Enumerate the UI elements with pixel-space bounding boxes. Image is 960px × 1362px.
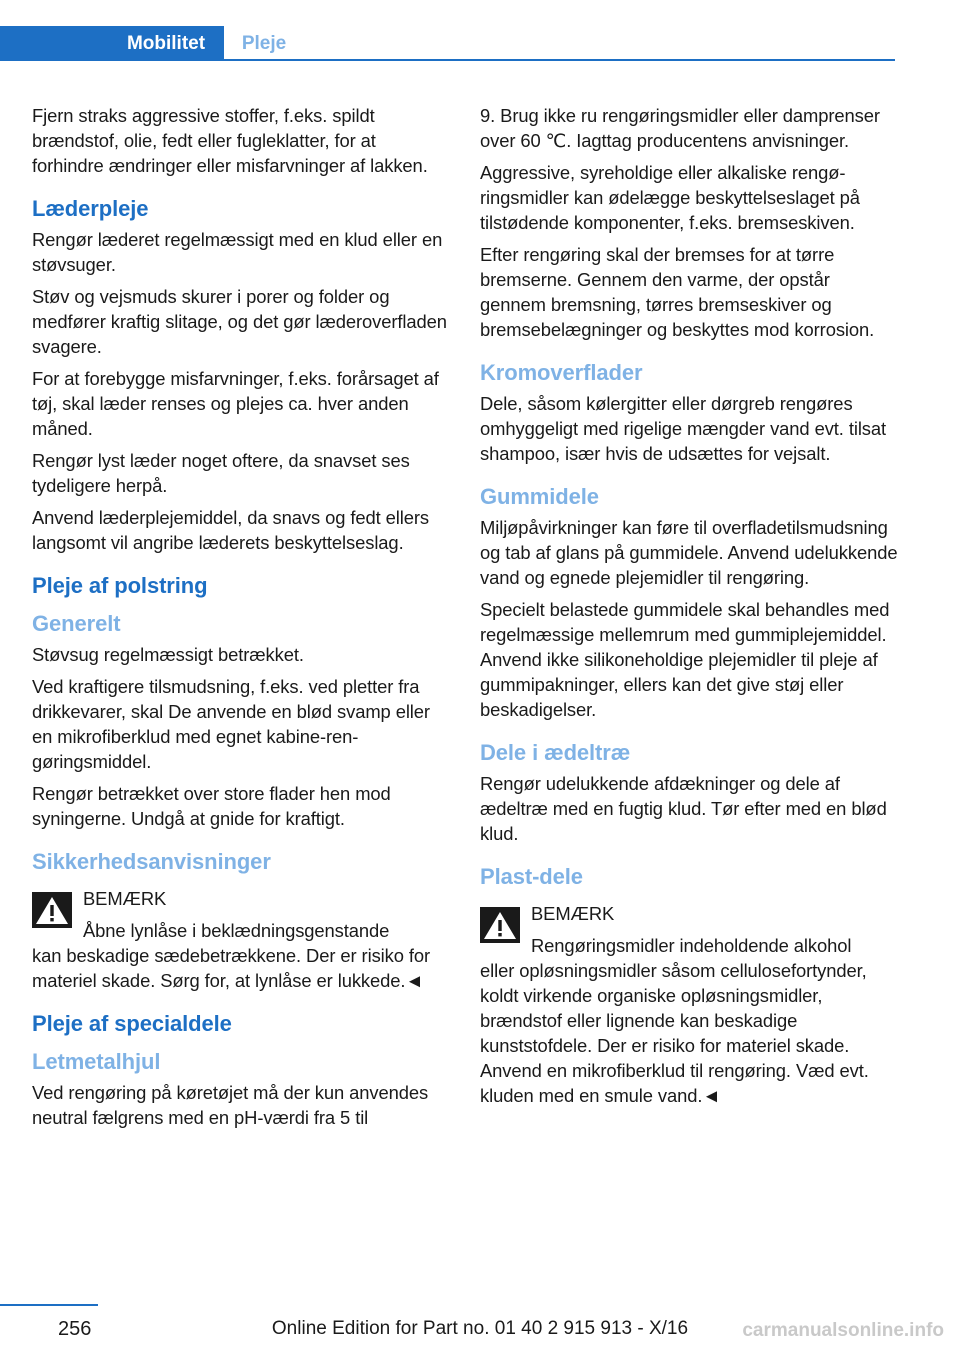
watermark: carmanualsonline.info xyxy=(742,1320,944,1341)
warning-text xyxy=(480,933,898,1108)
warning-notice xyxy=(32,886,450,993)
paragraph: Specielt belastede gummidele skal behandles med regelmæssige mellemrum med gummiplejemiddel. Anvend ikke silikoneholdige plejemidler til pleje af gummipakninger, ellers kan det give støj eller beskadigelser. xyxy=(480,599,890,720)
paragraph: Miljøpåvirkninger kan føre til overfladetilsmudsning og tab af glans på gummidele. Anvend udelukkende vand og egnede plejemidler til rengøring. xyxy=(480,517,898,588)
heading-kromoverflader: Kromoverflader xyxy=(480,360,643,385)
paragraph: Rengør betrækket over store flader hen mod syningerne. Undgå at gnide for kraftigt. xyxy=(32,783,391,829)
edition-line: Online Edition for Part no. 01 40 2 915 913 - X/16 xyxy=(271,1318,689,1339)
paragraph: Ved kraftigere tilsmudsning, f.eks. ved pletter fra drikkevarer, skal De anvende en blød svamp eller en mikrofiberklud med egnet kabine-rengøringsmiddel. xyxy=(32,676,430,772)
warning-text-rest: eller opløsningsmidler såsom cellulosefortynder, koldt virkende organiske opløsningsmidler, brændstof eller lignende kan beskadige kunststofdele. Der er risiko for materiel skade. Anvend en mikrofiberklud til rengøring. Væd evt. kluden med en smule vand.◄ xyxy=(480,960,869,1106)
paragraph: Aggressive, syreholdige eller alkaliske rengøringsmidler kan ødelægge beskyttelseslaget på tilstødende komponenter, f.eks. bremseskiven. xyxy=(480,162,860,233)
paragraph: Dele, såsom kølergitter eller dørgreb rengøres omhyggeligt med rigelige mængder vand evt. tilsat shampoo, især hvis de udsættes for vejsalt. xyxy=(480,393,887,464)
heading-pleje-af-specialdele: Pleje af specialdele xyxy=(32,1011,232,1036)
paragraph: Rengør læderet regelmæssigt med en klud eller en støvsuger. xyxy=(32,229,443,275)
heading-pleje-af-polstring: Pleje af polstring xyxy=(32,573,208,598)
warning-triangle-icon xyxy=(480,907,520,943)
tab-mobilitet[interactable]: Mobilitet xyxy=(108,26,224,61)
tab-bar-rule xyxy=(0,59,895,61)
heading-generelt: Generelt xyxy=(32,611,121,636)
paragraph: Fjern straks aggressive stoffer, f.eks. spildt brændstof, olie, fedt eller fugleklatter, for at forhindre ændringer eller misfarvninger af lakken. xyxy=(32,105,428,176)
tab-bar-accent xyxy=(0,26,108,61)
heading-dele-i-aedeltrae: Dele i ædeltræ xyxy=(480,740,631,765)
paragraph: Anvend læderplejemiddel, da snavs og fedt ellers langsomt vil angribe læderets beskyttelseslag. xyxy=(32,507,429,553)
warning-notice xyxy=(480,901,898,1108)
right-column xyxy=(480,103,898,1115)
paragraph: Ved rengøring på køretøjet må der kun anvendes neutral fælgrens med en pH-værdi fra 5 til xyxy=(32,1082,429,1128)
chapter-tab-bar xyxy=(0,26,895,61)
paragraph: For at forebygge misfarvninger, f.eks. forårsaget af tøj, skal læder renses og plejes ca. hver anden måned. xyxy=(32,368,439,439)
page-number: 256 xyxy=(58,1318,92,1340)
left-column xyxy=(32,103,450,1137)
heading-letmetalhjul: Letmetalhjul xyxy=(32,1049,161,1074)
heading-plast-dele: Plast-dele xyxy=(480,864,583,889)
warning-triangle-icon xyxy=(32,892,72,928)
paragraph: Støvsug regelmæssigt betrækket. xyxy=(32,644,304,665)
paragraph: Rengør udelukkende afdækninger og dele af ædeltræ med en fugtig klud. Tør efter med en blød klud. xyxy=(480,773,887,844)
paragraph: Efter rengøring skal der bremses for at tørre bremserne. Gennem den varme, der opstår gennem bremsning, tørres bremseskiver og bremsebelægninger og beskyttes mod korrosion. xyxy=(480,244,875,340)
paragraph: Støv og vejsmuds skurer i porer og folder og medfører kraftig slitage, og det gør læderoverfladen svagere. xyxy=(32,286,447,357)
warning-text-rest: kan beskadige sædebetrækkene. Der er risiko for materiel skade. Sørg for, at lynlåse er lukkede.◄ xyxy=(32,945,431,991)
footer-rule xyxy=(0,1304,98,1306)
warning-text-first-line: Rengøringsmidler indeholdende alkohol xyxy=(531,935,852,956)
warning-label: BEMÆRK xyxy=(531,903,615,924)
warning-text xyxy=(32,918,450,993)
paragraph: 9. Brug ikke ru rengøringsmidler eller damprenser over 60 ℃. Iagttag producentens anvisninger. xyxy=(480,105,880,151)
heading-gummidele: Gummidele xyxy=(480,484,599,509)
heading-sikkerhedsanvisninger: Sikkerhedsanvisninger xyxy=(32,849,271,874)
paragraph: Rengør lyst læder noget oftere, da snavset ses tydeligere herpå. xyxy=(32,450,410,496)
tab-pleje[interactable]: Pleje xyxy=(241,33,287,54)
warning-text-first-line: Åbne lynlåse i beklædningsgenstande xyxy=(83,920,390,941)
heading-laederpleje: Læderpleje xyxy=(32,196,149,221)
warning-label: BEMÆRK xyxy=(83,888,167,909)
